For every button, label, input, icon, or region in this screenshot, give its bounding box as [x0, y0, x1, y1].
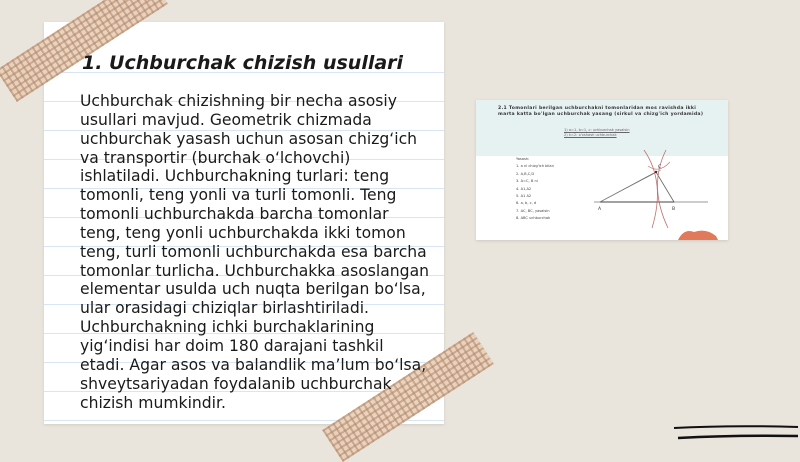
- diagram-step: 3. A=C, B ni: [516, 179, 538, 184]
- diagram-step: 1. a ni chizg'ich bilan: [516, 164, 554, 169]
- diagram-step: 7. AC, BC, yasalsin: [516, 208, 550, 213]
- section-title: 1. Uchburchak chizish usullari: [82, 52, 404, 74]
- diagram-title: 2.1 Tomonlari berilgan uchburchakni tomonlaridan mos ravishda ikki marta katta bo'lgan uchburchak yasang (sirkul va chizg'ich yordamida): [498, 106, 704, 117]
- point-label: B: [672, 207, 676, 212]
- diagram-subtitle-line: 2) k=2: o'xshash uchburchak: [564, 133, 617, 137]
- point-label: C: [658, 165, 662, 170]
- diagram-step: 2. A,B,C,D: [516, 171, 535, 176]
- diagram-step: 4. A1,A2: [516, 186, 532, 191]
- flower-decoration: [678, 231, 718, 240]
- diagram-step: Yasash:: [516, 157, 530, 161]
- vertex-point: [655, 171, 657, 173]
- triangle-construction-image: [476, 100, 728, 240]
- diagram-step: 5. A1 A2: [516, 194, 532, 199]
- diagram-subtitle-line: 1) a=1, b=1, c: uchburchak yasalsin: [564, 128, 630, 132]
- body-paragraph: Uchburchak chizishning bir necha asosiy usullari mavjud. Geometrik chizmada uchburchak yasash uchun asosan chizg‘ich va transportir (burchak o‘lchovchi) ishlatiladi. Uchburchakning turlari: teng tomonli, teng yonli va turli tomonli. Teng tomonli uchburchakda barcha tomonlar teng, teng yonli uchburchakda ikki tomon teng, turli tomonli uchburchakda esa barcha tomonlar turlicha. Uchburchakka asoslangan elementar usulda uch nuqta berilgan bo‘lsa, ular orasidagi chiziqlar birlashtiriladi. Uchburchakning ichki burchaklarining yig‘indisi har doim 180 darajani tashkil etadi. Agar asos va balandlik ma’lum bo‘lsa, shveytsariyadan foydalanib uchburchak chizish mumkindir.: [80, 92, 430, 412]
- ray-line: [600, 170, 661, 202]
- point-label: A: [598, 207, 602, 212]
- compass-arc: [644, 150, 657, 228]
- triangle-construction-drawing: [476, 100, 728, 240]
- pen-stroke-decoration: [670, 418, 800, 448]
- diagram-step: 6. a, b, c, d: [516, 201, 537, 206]
- diagram-step: 8. ABC uchburchak: [516, 216, 551, 221]
